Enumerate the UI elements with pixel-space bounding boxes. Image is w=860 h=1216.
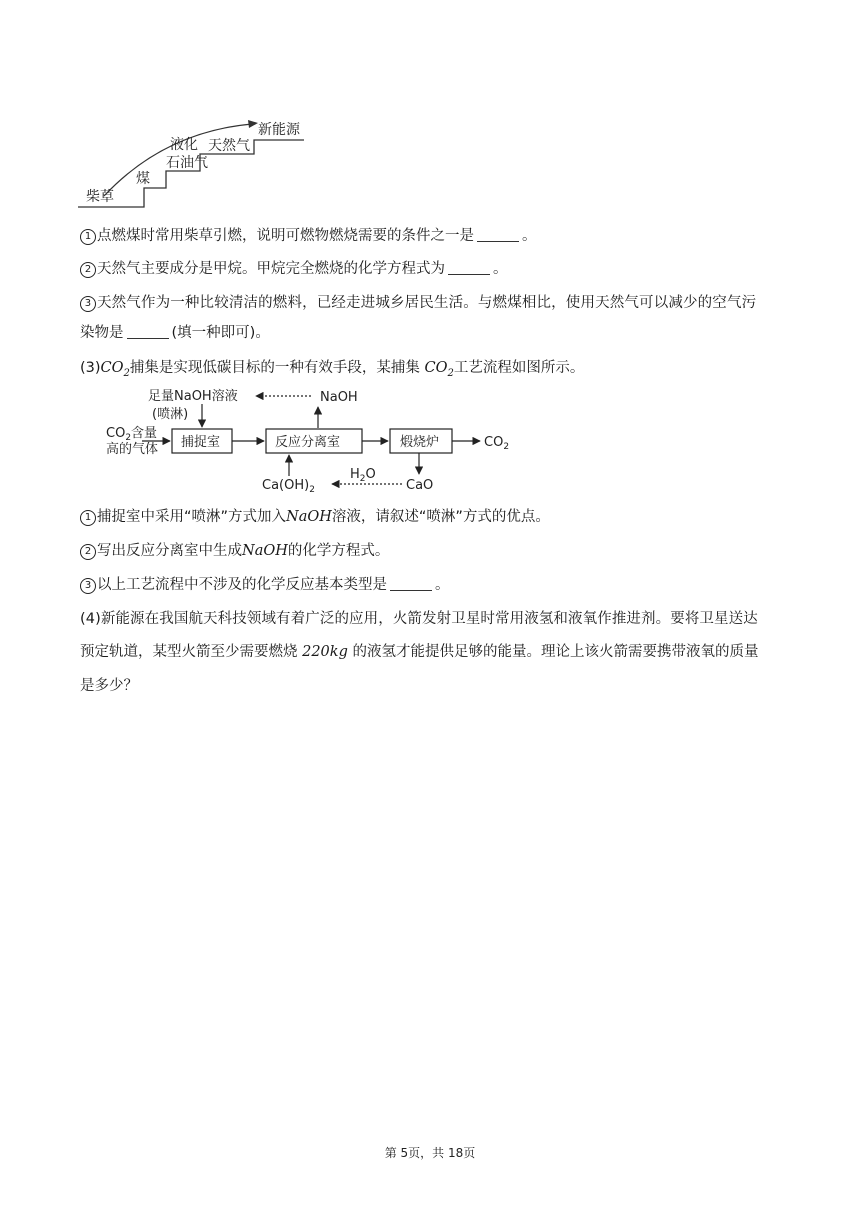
q2-item-1: 1 点燃煤时常用柴草引燃，说明可燃物燃烧需要的条件之一是 。 xyxy=(80,226,780,246)
answer-blank[interactable] xyxy=(127,324,169,339)
q3-item-2: 2 写出反应分离室中生成NaOH的化学方程式。 xyxy=(80,541,780,561)
q2-item-1-text: 点燃煤时常用柴草引燃，说明可燃物燃烧需要的条件之一是 xyxy=(97,228,474,244)
q4-line-3: 是多少？ xyxy=(80,678,138,694)
q4-line-2: 预定轨道，某型火箭至少需要燃烧 220kg 的液氢才能提供足够的能量。理论上该火箭需要携带液氧的质量 xyxy=(80,644,759,660)
naoh-out-label: NaOH xyxy=(320,390,358,405)
answer-blank[interactable] xyxy=(390,576,432,591)
caoh2-label: $Ca(OH)_2$ xyxy=(262,478,315,495)
circled-number: 2 xyxy=(80,544,96,560)
q2-item-3-text: 天然气作为一种比较清洁的燃料，已经走进城乡居民生活。与燃煤相比，使用天然气可以减少的空气污 xyxy=(97,295,757,311)
q3-item-1: 1 捕捉室中采用“喷淋”方式加入NaOH溶液，请叙述“喷淋”方式的优点。 xyxy=(80,507,780,527)
gas-input-label-line2: 高的气体 xyxy=(106,442,159,457)
formula-co2: $CO_2$ xyxy=(100,360,130,379)
gas-input-label: $CO_2$含量 xyxy=(106,426,158,443)
box-separation-room-label: 反应分离室 xyxy=(275,435,341,450)
box-calciner-label: 煅烧炉 xyxy=(400,435,440,450)
stair-label-mei: 煤 xyxy=(136,171,150,187)
co2-out-label: $CO_2$ xyxy=(484,435,510,452)
h2o-label: $H_2O$ xyxy=(350,467,376,484)
page-footer: 第 5页，共 18页 xyxy=(384,1146,476,1160)
circled-number: 3 xyxy=(80,296,96,312)
q4-line-1: (4)新能源在我国航天科技领域有着广泛的应用，火箭发射卫星时常用液氢和液氧作推进剂。要将卫星送达 xyxy=(80,611,758,627)
q2-item-3-line2: 染物是 (填一种即可)。 xyxy=(80,325,270,341)
circled-number: 3 xyxy=(80,578,96,594)
spray-label: (喷淋) xyxy=(152,407,189,422)
stair-label-tianranqi: 天然气 xyxy=(208,138,250,154)
naoh-solution-label: 足量NaOH溶液 xyxy=(148,389,238,404)
formula-naoh: NaOH xyxy=(286,509,332,525)
box-capture-room-label: 捕捉室 xyxy=(181,435,221,450)
q2-item-3-line1 xyxy=(80,293,780,313)
circled-number: 1 xyxy=(80,510,96,526)
q2-item-2: 2 天然气主要成分是甲烷。甲烷完全燃烧的化学方程式为 。 xyxy=(80,259,780,279)
co2-capture-flow-diagram xyxy=(76,382,546,498)
mass-value: 220kg xyxy=(302,644,348,660)
stair-label-chaicao: 柴草 xyxy=(86,189,114,205)
circled-number: 1 xyxy=(80,229,96,245)
cao-label: CaO xyxy=(406,478,434,493)
q3-item-3: 3 以上工艺流程中不涉及的化学反应基本类型是 。 xyxy=(80,575,780,595)
trend-arrowhead xyxy=(248,120,258,128)
formula-co2: $CO_2$ xyxy=(424,360,454,379)
formula-naoh: NaOH xyxy=(242,543,288,559)
q2-item-2-text: 天然气主要成分是甲烷。甲烷完全燃烧的化学方程式为 xyxy=(97,261,445,277)
circled-number: 2 xyxy=(80,262,96,278)
energy-staircase-figure xyxy=(74,112,314,212)
stair-label-shiyouqi: 石油气 xyxy=(166,155,208,171)
q3-intro: $(3)CO_2$捕集是实现低碳目标的一种有效手段，某捕集 $CO_2$工艺流程如图所示。 xyxy=(80,360,585,379)
answer-blank[interactable] xyxy=(448,260,490,275)
answer-blank[interactable] xyxy=(477,227,519,242)
stair-label-yehua: 液化 xyxy=(170,137,198,153)
stair-label-xinnengyuan: 新能源 xyxy=(258,122,300,138)
